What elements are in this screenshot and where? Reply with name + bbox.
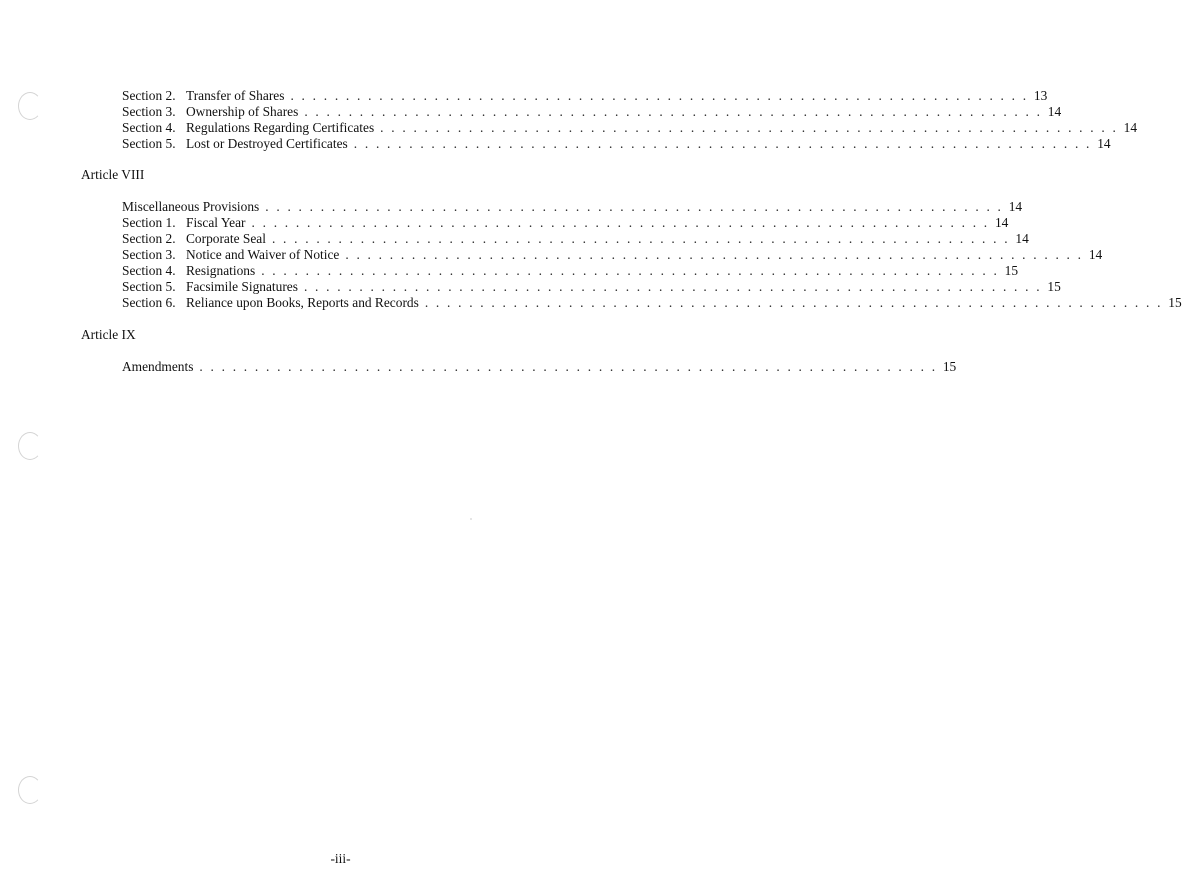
toc-entry-title: Ownership of Shares	[186, 104, 299, 119]
toc-entry-title: Notice and Waiver of Notice	[186, 247, 340, 262]
toc-page-number: 14	[1047, 104, 1062, 119]
toc-section-number: Section 5.	[122, 136, 176, 151]
binder-hole-bottom	[18, 776, 42, 804]
toc-section-number: Section 4.	[122, 263, 176, 278]
article-heading: Article VIII	[81, 167, 145, 182]
toc-entry-title: Reliance upon Books, Reports and Records	[186, 295, 419, 310]
toc-leader-dots: . . . . . . . . . . . . . . . . . . . . . . . . . . . . . . . . . . . . . . . . . . . . . . . . . . . . . . . . . . . . . . . . . . .	[380, 120, 1119, 135]
toc-leader-dots: . . . . . . . . . . . . . . . . . . . . . . . . . . . . . . . . . . . . . . . . . . . . . . . . . . . . . . . . . . . . . . . . . . .	[290, 88, 1029, 103]
toc-page-number: 14	[1088, 247, 1103, 262]
toc-page-number: 14	[1015, 231, 1029, 246]
toc-entry	[122, 247, 1103, 263]
article-heading: Article IX	[81, 327, 136, 342]
toc-entry-title: Fiscal Year	[186, 215, 246, 230]
toc-entry	[122, 120, 1138, 136]
toc-leader-dots: . . . . . . . . . . . . . . . . . . . . . . . . . . . . . . . . . . . . . . . . . . . . . . . . . . . . . . . . . . . . . . . . . . .	[265, 199, 1004, 214]
toc-leader-dots: . . . . . . . . . . . . . . . . . . . . . . . . . . . . . . . . . . . . . . . . . . . . . . . . . . . . . . . . . . . . . . . . . . .	[345, 247, 1084, 262]
toc-leader-dots: . . . . . . . . . . . . . . . . . . . . . . . . . . . . . . . . . . . . . . . . . . . . . . . . . . . . . . . . . . . . . . . . . . .	[424, 295, 1163, 310]
toc-leader-dots: . . . . . . . . . . . . . . . . . . . . . . . . . . . . . . . . . . . . . . . . . . . . . . . . . . . . . . . . . . . . . . . . . . .	[303, 279, 1042, 294]
toc-entry	[122, 263, 1019, 279]
toc-page-number: 14	[1123, 120, 1138, 135]
toc-page-number: 15	[1004, 263, 1019, 278]
toc-leader-dots: . . . . . . . . . . . . . . . . . . . . . . . . . . . . . . . . . . . . . . . . . . . . . . . . . . . . . . . . . . . . . . . . . . .	[261, 263, 1000, 278]
toc-entry-title: Corporate Seal	[186, 231, 266, 246]
toc-page-number: 14	[994, 215, 1009, 230]
binder-hole-top	[18, 92, 42, 120]
toc-entry-title: Transfer of Shares	[186, 88, 285, 103]
toc-leader-dots: . . . . . . . . . . . . . . . . . . . . . . . . . . . . . . . . . . . . . . . . . . . . . . . . . . . . . . . . . . . . . . . . . . .	[199, 359, 938, 374]
scan-speck	[470, 518, 472, 520]
toc-leader-dots: . . . . . . . . . . . . . . . . . . . . . . . . . . . . . . . . . . . . . . . . . . . . . . . . . . . . . . . . . . . . . . . . . . .	[271, 231, 1010, 246]
toc-section-number: Section 5.	[122, 279, 176, 294]
toc-page-number: 15	[942, 359, 957, 374]
toc-entry	[122, 215, 1009, 231]
toc-page-number: 14	[1097, 136, 1111, 151]
toc-section-number: Section 6.	[122, 295, 176, 310]
toc-entry-title: Regulations Regarding Certificates	[186, 120, 375, 135]
toc-page-number: 14	[1008, 199, 1023, 214]
toc-section-number: Section 2.	[122, 88, 176, 103]
toc-entry	[122, 279, 1061, 295]
toc-entry-title: Facsimile Signatures	[186, 279, 298, 294]
toc-entry	[122, 295, 1182, 311]
toc-section-number: Section 3.	[122, 247, 176, 262]
page-number-footer: -iii-	[330, 851, 351, 866]
toc-section-number: Section 4.	[122, 120, 176, 135]
toc-entry	[122, 231, 1029, 247]
toc-entry-title: Resignations	[186, 263, 256, 278]
toc-entry	[122, 136, 1111, 152]
toc-section-number: Section 2.	[122, 231, 176, 246]
toc-entry	[122, 104, 1062, 120]
toc-page-number: 15	[1047, 279, 1061, 294]
toc-leader-dots: . . . . . . . . . . . . . . . . . . . . . . . . . . . . . . . . . . . . . . . . . . . . . . . . . . . . . . . . . . . . . . . . . . .	[353, 136, 1092, 151]
toc-entry	[122, 88, 1048, 104]
toc-page-number: 15	[1168, 295, 1182, 310]
toc-entry-title: Miscellaneous Provisions	[122, 199, 260, 214]
toc-section-number: Section 1.	[122, 215, 176, 230]
toc-entry	[122, 199, 1023, 215]
toc-leader-dots: . . . . . . . . . . . . . . . . . . . . . . . . . . . . . . . . . . . . . . . . . . . . . . . . . . . . . . . . . . . . . . . . . . .	[251, 215, 990, 230]
toc-entry	[122, 359, 957, 375]
toc-entry-title: Amendments	[122, 359, 194, 374]
toc-page-number: 13	[1033, 88, 1048, 103]
binder-hole-middle	[18, 432, 42, 460]
toc-leader-dots: . . . . . . . . . . . . . . . . . . . . . . . . . . . . . . . . . . . . . . . . . . . . . . . . . . . . . . . . . . . . . . . . . . .	[304, 104, 1043, 119]
toc-entry-title: Lost or Destroyed Certificates	[186, 136, 348, 151]
toc-section-number: Section 3.	[122, 104, 176, 119]
